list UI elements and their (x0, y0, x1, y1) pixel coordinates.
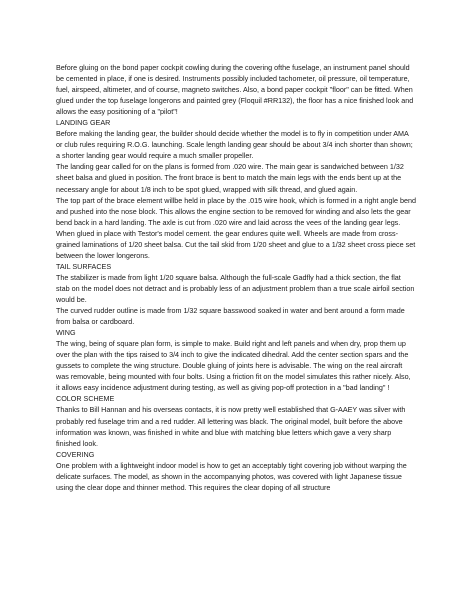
document-page (56, 62, 416, 493)
paragraph-landing-gear-wire: The landing gear called for on the plans is formed from .020 wire. The main gear is sandwiched between 1/32 sheet balsa and glued in position. The front brace is bent to match the main legs with the ends bent up at the necessary angle for about 1/8 inch to be spot glued, wrapped with silk thread, and glued again. (56, 162, 404, 194)
heading-color-scheme: COLOR SCHEME (56, 394, 115, 404)
paragraph-stabilizer: The stabilizer is made from light 1/20 square balsa. Although the full-scale Gadfly had a thick section, the flat stab on the model does not detract and is probably less of an adjustment problem than a true scale airfoil section would be. (56, 272, 415, 304)
heading-landing-gear: LANDING GEAR (56, 118, 111, 128)
heading-wing: WING (56, 328, 76, 338)
paragraph-landing-gear-intro: Before making the landing gear, the builder should decide whether the model is to fly in competition under AMA or club rules requiring R.O.G. launching. Scale length landing gear should be about 3/4 inch shorter than shown; a shorter landing gear would require a much smaller propeller. (56, 129, 413, 161)
paragraph-rudder: The curved rudder outline is made from 1/32 square basswood soaked in water and bent around a form made from balsa or cardboard. (56, 306, 405, 327)
heading-covering: COVERING (56, 449, 95, 459)
paragraph-cockpit: Before gluing on the bond paper cockpit cowling during the covering ofthe fuselage, an instrument panel should be cemented in place, if one is desired. Instruments possibly included tachometer, oil pressure, oil temperature, fuel, airspeed, altimeter, and of course, magneto switches. Also, a bond paper cockpit "floor" can be fitted. When glued under the top fuselage longerons and painted grey (Floquil #RR132), the floor has a nice finished look and allows the easy positioning of a "pilot"! (56, 63, 414, 117)
paragraph-covering: One problem with a lightweight indoor model is how to get an acceptably tight covering job without warping the delicate surfaces. The model, as shown in the accompanying photos, was covered with light Japanese tissue using the clear dope and thinner method. This requires the clear doping of all structure (56, 460, 407, 492)
paragraph-color-scheme: Thanks to Bill Hannan and his overseas contacts, it is now pretty well established that G-AAEY was silver with probably red fuselage trim and a red rudder. All lettering was black. The original model, built before the above information was known, was finished in white and blue with matching blue letters which gave a very sharp finished look. (56, 405, 406, 448)
paragraph-landing-gear-brace: The top part of the brace element willbe held in place by the .015 wire hook, which is formed in a right angle bend and pushed into the nose block. This allows the engine section to be removed for winding and also lets the gear bend back in a hard landing. The axle is cut from .020 wire and laid across the vees of the landing gear legs. When glued in place with Testor's model cement. the gear endures quite well. Wheels are made from cross-grained laminations of 1/20 sheet balsa. Cut the tail skid from 1/20 sheet and glue to a 1/32 sheet cross piece set between the lower longerons. (56, 195, 416, 260)
heading-tail-surfaces: TAIL SURFACES (56, 261, 112, 271)
paragraph-wing: The wing, being of square plan form, is simple to make. Build right and left panels and when dry, prop them up over the plan with the tips raised to 3/4 inch to give the indicated dihedral. Add the center section spars and the gussets to complete the wing structure. Double gluing of joints here is advisable. The wing on the real aircraft was removable, being mounted with four bolts. Using a friction fit on the model simulates this rather nicely. Also, it allows easy incidence adjustment during testing, as well as giving pop-off protection in a "bad landing" ! (56, 339, 411, 393)
